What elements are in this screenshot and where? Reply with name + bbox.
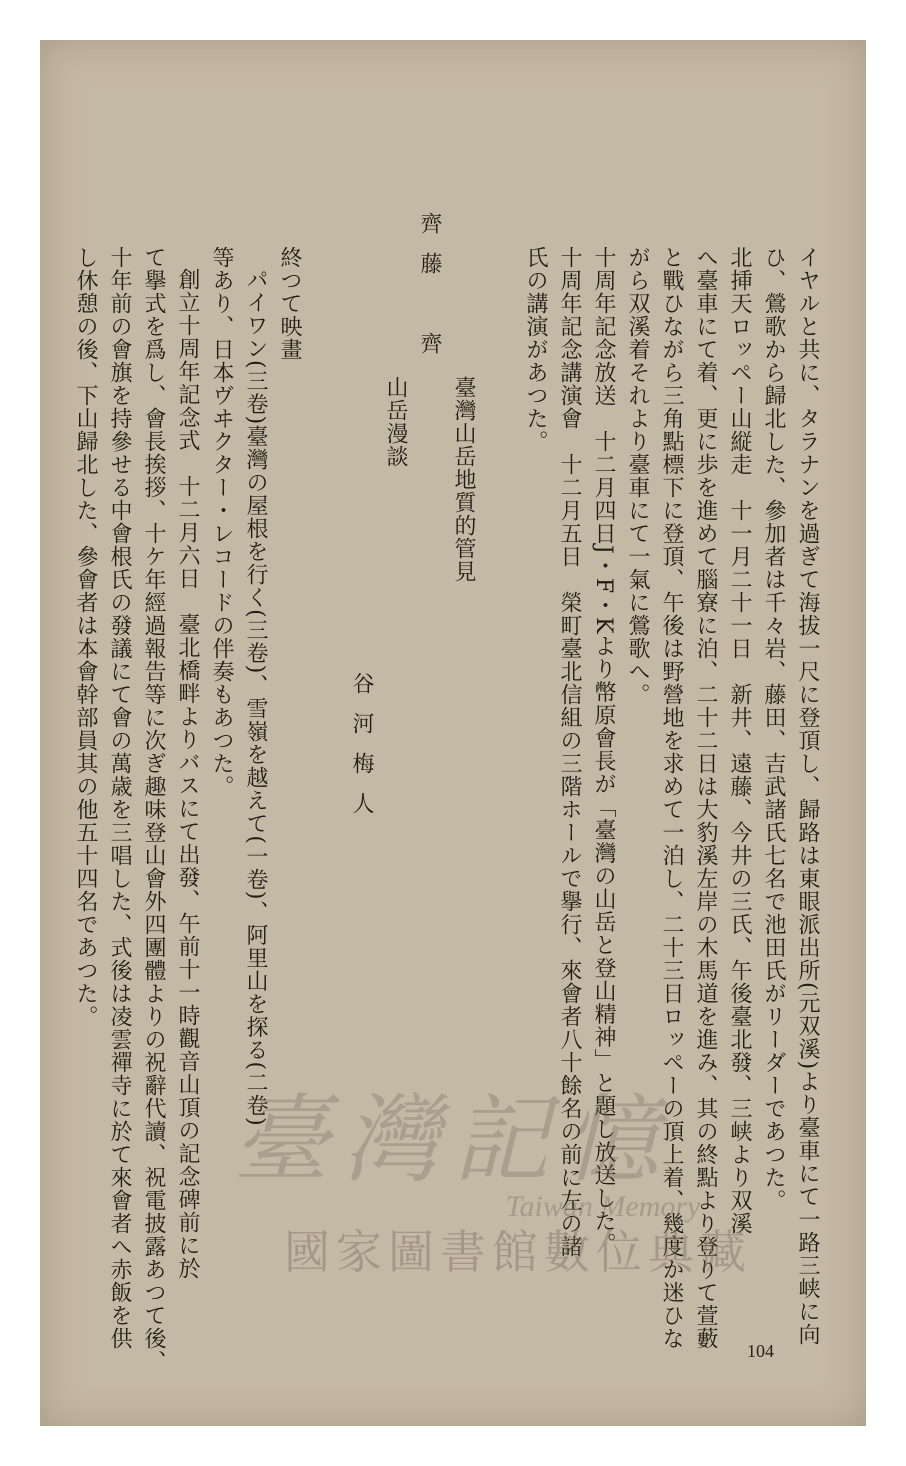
section-anniversary-broadcast: 十周年記念放送 十二月四日J・F・Kより幣原會長が「臺灣の山岳と登山精神」と題し放送した。	[591, 246, 616, 1256]
text-line: へ臺車にて着、更に歩を進めて腦寮に泊、二十二日は大豹溪左岸の木馬道を進み、其の終點より登りて萱藪	[693, 246, 718, 1350]
text-line: イヤルと共に、タラナンを過ぎて海拔一尺に登頂し、歸路は東眼派出所(元双溪)より臺車にて一路三峡に向	[795, 246, 820, 1347]
page-number: 104	[747, 1341, 774, 1361]
section-north-chatianshan: 北挿天ロッペー山縦走 十一月二十一日 新井、遠藤、今井の三氏、午後臺北發、三峡より双溪	[727, 246, 752, 1235]
watermark-english: Taiwan Memory	[505, 1190, 701, 1223]
section-anniversary-lecture: 十周年記念講演會 十二月五日 榮町臺北信組の三階ホールで擧行、來會者八十餘名の前に左の諸	[557, 246, 582, 1258]
film-list: パイワン(三卷)臺灣の屋根を行く(三卷)、雪嶺を越えて(一卷)、阿里山を探る(二卷)	[243, 268, 268, 1127]
lecture-author-2: 谷河梅人	[349, 672, 374, 832]
watermark-calligraphy: 臺灣記憶	[233, 1084, 673, 1196]
lecture-title-1: 臺灣山岳地質的管見	[451, 376, 476, 583]
text-line: ひ、鶯歌から歸北した、參加者は千々岩、藤田、吉武諸氏七名で池田氏がリーダーであつた。	[761, 246, 786, 1212]
text-line: と戰ひながら三角點標下に登頂、午後は野營地を求めて一泊し、二十三日ロッペーの頂上着、幾度か迷ひな	[659, 246, 684, 1350]
text-line: がら双溪着それより臺車にて一氣に鶯歌へ。	[625, 246, 650, 706]
text-line: て擧式を爲し、會長挨拶、十ケ年經過報告等に次ぎ趣味登山會外四團體よりの祝辭代讀、祝電披露あつて後、	[141, 246, 166, 1373]
lecture-title-2: 山岳漫談	[383, 376, 408, 468]
text-line: 十年前の會旗を持參せる中會根氏の發議にて會の萬歳を三唱した、式後は凌雲禪寺に於て來會者へ赤飯を供	[107, 246, 132, 1350]
watermark-institution: 國家圖書館數位典藏	[284, 1225, 752, 1279]
text-line: し休憩の後、下山歸北した、參會者は本會幹部員其の他五十四名であつた。	[73, 246, 98, 1028]
text-line: 等あり、日本ヴヰクター・レコードの伴奏もあつた。	[209, 246, 234, 798]
text-line: 氏の講演があつた。	[523, 246, 548, 453]
scanned-page	[40, 40, 866, 1426]
section-founding-ceremony: 創立十周年記念式 十二月六日 臺北橋畔よりバスにて出發、午前十一時觀音山頂の記念碑前に於	[175, 268, 200, 1280]
text-line: 終つて映畫	[277, 246, 302, 361]
spacer	[480, 246, 518, 1326]
spacer	[306, 246, 344, 1326]
lecture-author-1: 齊藤 齊	[417, 212, 442, 372]
